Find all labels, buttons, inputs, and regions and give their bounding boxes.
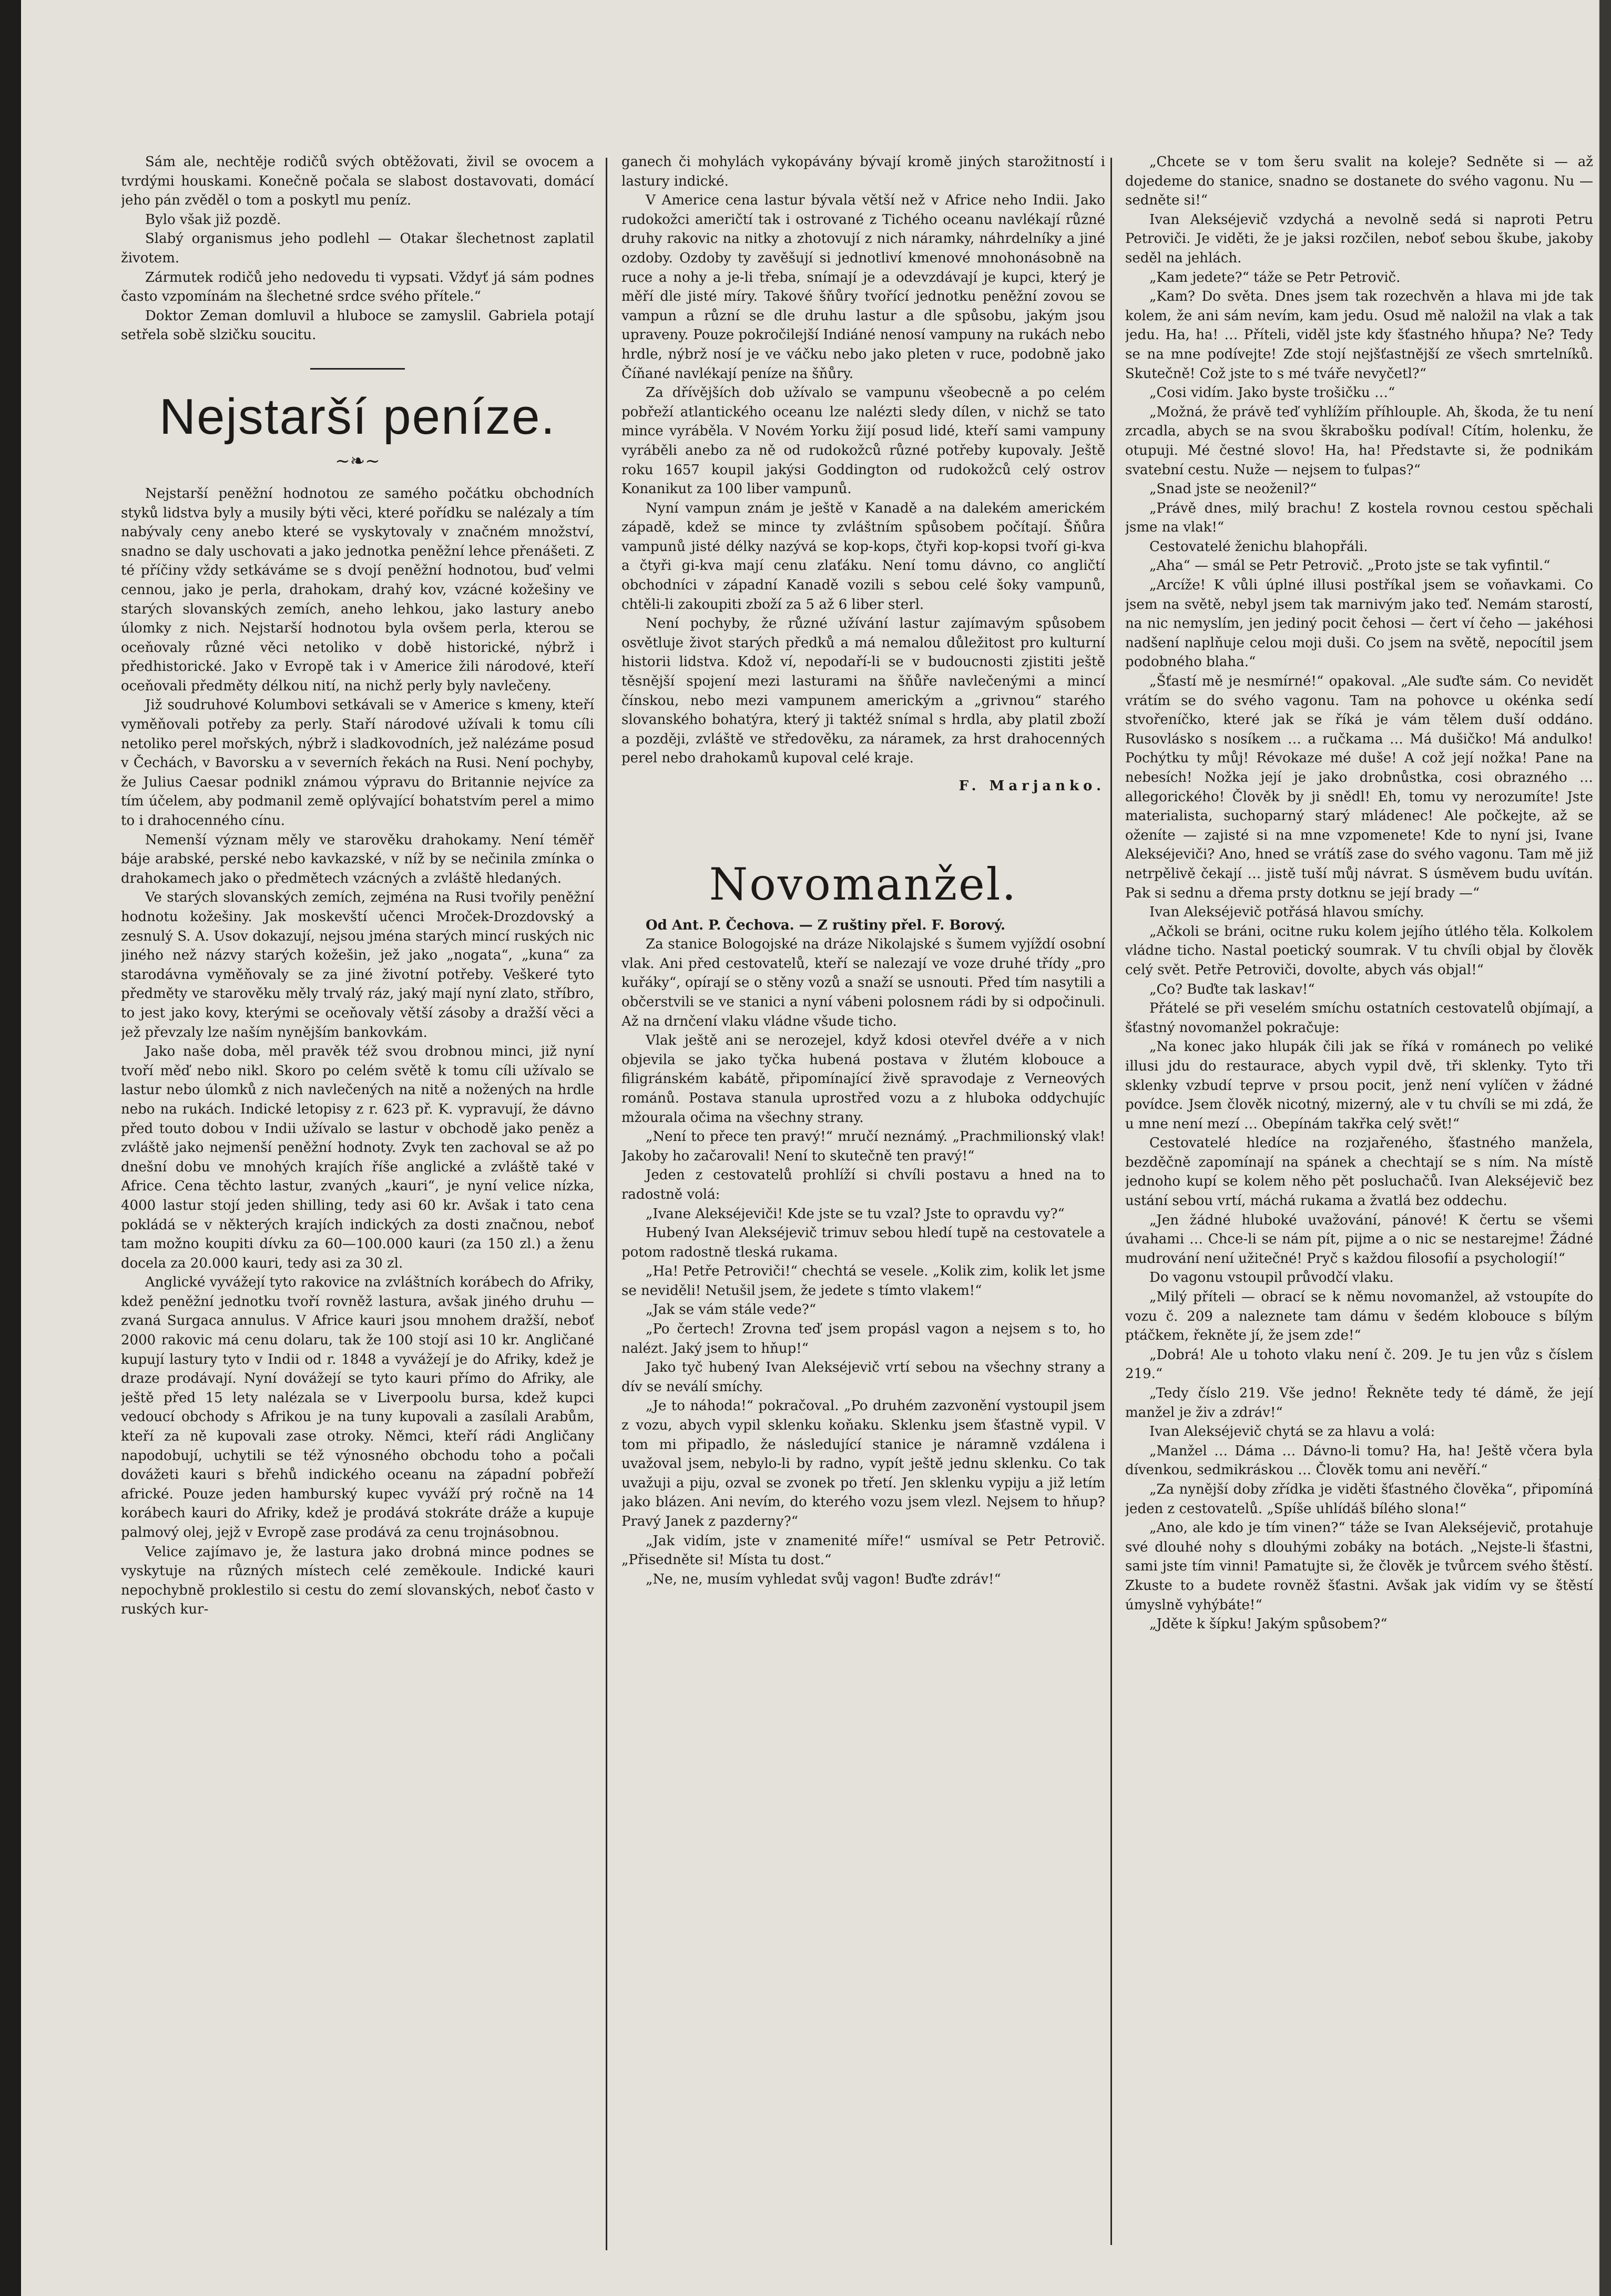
article-title: Nejstarší peníze. (159, 388, 556, 445)
article-paragraph: Ve starých slovanských zemích, zejména na Rusi tvořily peněžní hodnotu kožešiny. Jak moskevští učenci Mroček-Drozdovský a zesnulý S. A. Usov dokazují, nejsou jména starých mincí ruských nic jiného než názvy starých kožešin, jež jako „nogata“, „kuna“ za starodávna vyměňovaly se za jiné životní potřeby. Veškeré tyto předměty ve starověku měly trvalý ráz, jaký mají nyní zlato, stříbro, to jest jako kovy, kterými se oceňovaly větší zásoby a dražší věci a jež převzaly lze naším nynějším bankovkám. (121, 890, 594, 1040)
story-paragraph: „Kam? Do světa. Dnes jsem tak rozechvěn a hlava mi jde tak kolem, že ani sám nevím, kam jedu. Osud mě naložil na vlak a tak jedu. Ha, ha! … Příteli, viděl jste kdy šťastného hňupa? Ne? Tedy se na mne podívejte! Zde stojí nejšťastnější ze všech smrtelníků. Skutečně! Což jste to s mé tváře nevyčetl?“ (1125, 289, 1593, 382)
article-signature: F. Marjanko. (959, 778, 1105, 794)
article-paragraph: Velice zajímavo je, že lastura jako drobná mince podnes se vyskytuje na různých místech celé zeměkoule. Indické kauri nepochybně proklestilo si cestu do zemí slovanských, neboť často v ruských kur- (121, 1544, 594, 1618)
story-paragraph: „Ačkoli se bráni, ocitne ruku kolem jejího útlého těla. Kolkolem vládne ticho. Nastal poetický soumrak. V tu chvíli objal by člověk celý svět. Petře Petroviči, dovolte, abych vás objal!“ (1125, 923, 1593, 978)
article-paragraph: Nemenší význam měly ve starověku drahokamy. Není téměř báje arabské, perské nebo kavkazské, v níž by se nečinila zmínka o drahokamech jako o předmětech vzácných a zvláště hledaných. (121, 832, 594, 886)
scan-edge-left (0, 0, 21, 2296)
story-paragraph: „Milý příteli — obrací se k němu novomanžel, až vstoupíte do vozu č. 209 a naleznete tam dámu v šedém klobouce s bílým ptáčkem, řekněte jí, že jsem zde!“ (1125, 1289, 1593, 1344)
story-end-paragraph: Zármutek rodičů jeho nedovedu ti vypsati. Vždyť já sám podnes často vzpomínám na šlechetné srdce svého přítele.“ (121, 269, 594, 305)
story-paragraph: „Cosi vidím. Jako byste trošičku …“ (1149, 385, 1395, 401)
story-paragraph: „Co? Buďte tak laskav!“ (1149, 981, 1315, 997)
column-rule-1 (606, 158, 607, 2250)
story-byline: Od Ant. P. Čechova. — Z ruštiny přel. F. Borový. (646, 917, 1006, 933)
story-paragraph: „Ha! Petře Petroviči!“ chechtá se vesele. „Kolik zim, kolik let jsme se neviděli! Netušil jsem, že jedete s tímto vlakem!“ (621, 1263, 1105, 1299)
story-paragraph: „Tedy číslo 219. Vše jedno! Řekněte tedy té dámě, že její manžel je živ a zdráv!“ (1125, 1385, 1593, 1421)
story-paragraph: Do vagonu vstoupil průvodčí vlaku. (1149, 1270, 1394, 1286)
scan-edge-right (1599, 0, 1611, 2296)
story-paragraph: Za stanice Bologojské na dráze Nikolajské s šumem vyjíždí osobní vlak. Ani před cestovatelů, kteří se nalezají ve voze druhé třídy „pro kuřáky“, opírají se o stěny vozů a snaží se usnouti. Před tím nasytili a občerstvili se ve stanici a nyní vábeni polosnem rádi by si odpočinuli. Až na drnčení vlaku vládne všude ticho. (621, 936, 1105, 1029)
story-paragraph: Vlak ještě ani se nerozejel, když kdosi otevřel dvéře a v nich objevila se jako tyčka hubená postava v žlutém klobouce a filigránském kabátě, připomínající živě spravodaje z Verneových románů. Postava stanula uprostřed vozu a z hluboka oddychujíc mžourala očima na všechny strany. (621, 1033, 1105, 1126)
story-ending (121, 152, 594, 345)
story-paragraph: Ivan Alekséjevič potřásá hlavou smíchy. (1149, 904, 1424, 921)
article-paragraph: Není pochyby, že různé užívání lastur zajímavým spůsobem osvětluje život starých předků a má nemalou důležitost pro kulturní historii lidstva. Kdož ví, nepodaří-li se v budoucnosti zjistiti ještě těsnější spojení mezi lasturami na šňůře navlečenými a mincí čínskou, nebo mezi vampunem americkým a „grivnou“ starého slovanského bohatýra, který ji taktéž snímal s hrdla, aby platil zboží a později, zvláště ve středověku, za náramek, za hrst drahocenných perel nebo drahokamů kupoval celé kraje. (621, 616, 1105, 767)
story-paragraph: „Ivane Alekséjeviči! Kde jste se tu vzal? Jste to opravdu vy?“ (646, 1206, 1065, 1222)
story-paragraph: „Jak vidím, jste v znamenité míře!“ usmíval se Petr Petrovič. „Přisedněte si! Místa tu dost.“ (621, 1533, 1105, 1568)
newspaper-page (21, 0, 1598, 2296)
story-paragraph: „Snad jste se neoženil?“ (1149, 481, 1317, 497)
story-title: Novomanžel. (709, 858, 1018, 910)
story-paragraph: „Aha“ — smál se Petr Petrovič. „Proto jste se tak vyfintil.“ (1149, 558, 1551, 574)
article-paragraph: Nyní vampun znám je ještě v Kanadě a na dalekém americkém západě, kdež se mince ty zvláštním spůsobem počítají. Šňůra vampunů jisté délky nazývá se kop-kops, čtyři kop-kopsi tvoří gi-kva a čtyři gi-kva mají cenu zlaťáku. Není tomu dávno, co angličtí obchodníci v západní Kanadě vozili s sebou celé šoky vampunů, chtěli-li zakoupiti zboží za 5 až 6 liber sterl. (621, 500, 1105, 613)
article-paragraph: Za dřívějších dob užívalo se vampunu všeobecně a po celém pobřeží atlantického oceanu lze nalézti sledy dílen, v nichž se tato mince vyráběla. V Novém Yorku žijí posud lidé, kteří sami vampuny vyráběli anebo za ně od rudokožců různé potřeby kupovaly. Ještě roku 1657 koupil jakýsi Goddington od rudokožců celý ostrov Konanikut za 100 liber vampunů. (621, 385, 1105, 497)
column-1 (121, 152, 594, 2282)
story-end-paragraph: Bylo však již pozdě. (145, 211, 281, 228)
story-end-paragraph: Doktor Zeman domluvil a hluboce se zamyslil. Gabriela potají setřela sobě slzičku soucitu. (121, 308, 594, 343)
story-paragraph: „Kam jedete?“ táže se Petr Petrovič. (1149, 269, 1401, 285)
story-paragraph: „Jděte k šípku! Jakým spůsobem?“ (1149, 1616, 1388, 1632)
story-paragraph: „Dobrá! Ale u tohoto vlaku není č. 209. Je tu jen vůz s číslem 219.“ (1125, 1346, 1593, 1382)
story-paragraph: Jeden z cestovatelů prohlíží si chvíli postavu a hned na to radostně volá: (621, 1167, 1105, 1202)
article-body (121, 484, 594, 1619)
story-paragraph: „Jen žádné hluboké uvažování, pánové! K čertu se všemi úvahami … Chce-li se nám pít, pijme a o nic se nestarejme! Žádné mudrování není užitečné! Pryč s každou filosofií a psychologií!“ (1125, 1212, 1593, 1267)
story-paragraph: Cestovatelé hledíce na rozjařeného, šťastného manžela, bezděčně zapomínají na spánek a chechtají se s ním. Na místě jednoho kupí se kolem něho pět posluchačů. Ivan Alekséjevič bez ustání sebou vrtí, máchá rukama a žvatlá bez oddechu. (1125, 1135, 1593, 1209)
ornament-flourish: ~❧~ (335, 450, 380, 472)
section-separator (310, 368, 405, 370)
story-paragraph: Ivan Alekséjevič chytá se za hlavu a volá: (1149, 1424, 1435, 1440)
column-2 (621, 152, 1105, 2282)
article-paragraph: Jako naše doba, měl pravěk též svou drobnou minci, již nyní tvoří měď nebo nikl. Skoro po celém světě k tomu cíli užívalo se lastur nebo úlomků z nich navlečených na nitě a nožených na hrdle nebo na rukách. Indické letopisy z r. 623 př. K. vypravují, že dávno před touto dobou v Indii užívalo se lastur v obchodě jako peněz a zvláště jako nejmenší peněžní hodnoty. Zvyk ten zachoval se až po dnešní dobu ve mnohých krajích říše anglické a zvláště také v Africe. Cena těchto lastur, zvaných „kauri“, je nyní velice nízka, 4000 lastur stojí jeden shilling, tedy asi 60 kr. Avšak i tato cena pokládá se v některých krajích indických za dosti značnou, neboť tam možno koupiti dívku za 60—100.000 kauri (za 150 zl.) a ženu docela za 20.000 kauri, tedy asi za 30 zl. (121, 1044, 594, 1271)
story-paragraph: „Manžel … Dáma … Dávno-li tomu? Ha, ha! Ještě včera byla dívenkou, sedmikráskou … Člověk tomu ani nevěří.“ (1125, 1443, 1593, 1478)
story-paragraph: Ivan Alekséjevič vzdychá a nevolně sedá si naproti Petru Petroviči. Je viděti, že je jaksi rozčilen, neboť sebou škube, jakoby seděl na jehlách. (1125, 211, 1593, 266)
story-end-paragraph: Sám ale, nechtěje rodičů svých obtěžovati, živil se ovocem a tvrdými houskami. Konečně počala se slabost dostavovati, domácí jeho pán zvěděl o tom a poskytl mu peníz. (121, 154, 594, 209)
story-paragraph: „Na konec jako hlupák čili jak se říká v románech po veliké illusi jdu do restaurace, abych vypil dvě, tři sklenky. Tyto tři sklenky vzbudí teprve v prsou pocit, jenž není vylíčen v žádné povídce. Jsem člověk nicotný, mizerný, ale v tu chvíli se mi zdá, že u mne není mezí … Obepínám takřka celý svět!“ (1125, 1039, 1593, 1132)
story-end-paragraph: Slabý organismus jeho podlehl — Otakar šlechetnost zaplatil životem. (121, 231, 594, 266)
article-paragraph: Anglické vyvážejí tyto rakovice na zvláštních korábech do Afriky, kdež peněžní jednotku tvoří rovněž lastura, avšak jiného druhu — zvaná Surgaca annulus. V Africe kauri jsou mnohem dražší, neboť 2000 rakovic má cenu dolaru, tak že 100 stojí asi 10 kr. Angličané kupují lastury tyto v Indii od r. 1848 a vyvážejí je do Afriky, kdež je draze prodávají. Nyní dovážejí se tyto kauri přímo do Afriky, ale ještě před 15 lety nalézala se v Liverpoolu bursa, kdež kupci vedoucí obchody s Afrikou je na tuny kupovali a zasílali Arabům, kteří za ně kupovali zase otroky. Němci, kteří rádi Angličany napodobují, uchytili se též výnosného obchodu toho a počali dovážeti kauri s břehů indického oceanu na západní pobřeží africké. Pouze jeden hamburský kupec vyváží prý ročně na 14 korábech kauri do Afriky, kdež je prodává stokráte dráže a kupuje palmový olej, jejž v Evropě zase prodává za cenu trojnásobnou. (121, 1274, 594, 1540)
story-paragraph: „Právě dnes, milý brachu! Z kostela rovnou cestou spěchali jsme na vlak!“ (1125, 500, 1593, 536)
story-paragraph: „Možná, že právě teď vyhlížím příhlouple. Ah, škoda, že tu není zrcadla, abych se na svou škrabošku podíval! Cítím, holenku, že otupuji. Mé čestné slovo! Ha, ha! Představte si, že podnikám svatební cestu. Nuže — nejsem to ťulpas?“ (1125, 404, 1593, 478)
article-paragraph: ganech či mohylách vykopávány bývají kromě jiných starožitností i lastury indické. (621, 154, 1105, 189)
story-paragraph: Hubený Ivan Alekséjevič trimuv sebou hledí tupě na cestovatele a potom radostně tleská rukama. (621, 1225, 1105, 1260)
article-paragraph: Nejstarší peněžní hodnotou ze samého počátku obchodních styků lidstva byly a musily býti věci, které pořídku se nalézaly a tím nabývaly ceny anebo které se vyskytovaly v značném množství, snadno se daly uschovati a jako jednotka peněžní lehce přenášeti. Z té příčiny vždy setkáváme se s dvojí peněžní hodnotou, buď velmi cennou, jako je perla, drahokam, drahý kov, vzácné kožešiny ve starých slovanských zemích, aneho lehkou, jako lastury anebo úlomky z nich. Nejstarší hodnotou byla ovšem perla, kterou se oceňovaly různé věci netoliko v době historické, nýbrž i předhistorické. Jako v Evropě tak i v Americe žili národové, kteří oceňovali předměty délkou nití, na nichž perly byly navlečeny. (121, 485, 594, 694)
story-paragraph: „Ano, ale kdo je tím vinen?“ táže se Ivan Alekséjevič, protahuje své dlouhé nohy s dlouhými zobáky na botách. „Nejste-li šťastni, sami jste tím vinni! Pamatujte si, že člověk je tvůrcem svého štěstí. Zkuste to a budete rovněž šťastni. Avšak jak vidím vy se štěstí úmyslně vyhýbáte!“ (1125, 1520, 1593, 1613)
story-paragraph: „Není to přece ten pravý!“ mručí neznámý. „Prachmilionský vlak! Jakoby ho začarovali! Není to skutečně ten pravý!“ (621, 1129, 1105, 1164)
story-paragraph: „Ne, ne, musím vyhledat svůj vagon! Buďte zdráv!“ (646, 1571, 1001, 1587)
article-paragraph: Již soudruhové Kolumbovi setkávali se v Americe s kmeny, kteří vyměňovali potřeby za perly. Staří národové užívali k tomu cíli netoliko perel mořských, nýbrž i sladkovodních, jež nalézáme posud v Čechách, v Bavorsku a v severních řekách na Rusi. Není pochyby, že Julius Caesar podnikl známou výpravu do Britannie nejvíce za tím účelem, aby podmanil země oplývající bohatstvím perel a mimo to i drahocenného cínu. (121, 697, 594, 829)
story-paragraph: Jako tyč hubený Ivan Alekséjevič vrtí sebou na všechny strany a dív se neválí smíchy. (621, 1360, 1105, 1395)
article-paragraph: V Americe cena lastur bývala větší než v Africe neho Indii. Jako rudokožci američtí tak i ostrované z Tichého oceanu navlékají různé druhy rakovic na nitky a zhotovují z nich náramky, náhrdelníky a jiné ozdoby. Ozdoby ty zavěšují si jednotliví kmenové mnohonásobně na ruce a nohy a je-li třeba, snímají je a odevzdávají je kupci, který je měří dle jisté míry. Takové šňůry tvořící jednotku peněžní zovou se vampun a různí se dle druhu lastur a dle spůsobu, jakým jsou upraveny. Pouze pokročilejší Indiáné nenosí vampuny na rukách nebo hrdle, nýbrž nosí je ve váčku nebo jako pleten v ruce, podobně jako Číňané navlékají peníze na šňůry. (621, 192, 1105, 382)
story-paragraph: „Je to náhoda!“ pokračoval. „Po druhém zazvonění vystoupil jsem z vozu, abych vypil sklenku koňaku. Sklenku jsem šťastně vypil. V tom mi připadlo, že následující stanice je náramně vzdálena i uvažoval jsem, nebylo-li by radno, vypít ještě jednu sklenku. Co tak uvažuji a piju, ozval se zvonek po třetí. Jen sklenku vypiju a již letím jako blázen. Ani nevím, do kterého vozu jsem vlezl. Nejsem to hňup? Pravý Janek z pazderny?“ (621, 1398, 1105, 1529)
story-paragraph: „Jak se vám stále vede?“ (646, 1302, 817, 1318)
story-body (621, 935, 1105, 1589)
story-paragraph: Cestovatelé ženichu blahopřáli. (1149, 538, 1368, 555)
story-paragraph: „Po čertech! Zrovna teď jsem propásl vagon a nejsem s to, ho nalézt. Jaký jsem to hňup!“ (621, 1321, 1105, 1356)
column-rule-2 (1110, 158, 1112, 2245)
story-paragraph: Přátelé se při veselém smíchu ostatních cestovatelů objímají, a šťastný novomanžel pokračuje: (1125, 1001, 1593, 1036)
story-paragraph: „Arcíže! K vůli úplné illusi postříkal jsem se voňavkami. Co jsem na světě, nebyl jsem tak marnivým jako teď. Nemám starostí, na nic nemyslím, jen jediný pocit čehosi — čert ví čeho — jakéhosi nadšení naplňuje celou moji duši. Co jsem na světě, nepocítil jsem podobného blaha.“ (1125, 577, 1593, 670)
story-paragraph: „Za nynější doby zřídka je viděti šťastného člověka“, připomíná jeden z cestovatelů. „Spíše uhlídáš bílého slona!“ (1125, 1481, 1593, 1517)
story-paragraph: „Šťastí mě je nesmírné!“ opakoval. „Ale suďte sám. Co nevidět vrátím se do svého vagonu. Tam na pohovce u okénka sedí stvořeníčko, které jak se říká je vám tělem duší oddáno. Rusovlásko s nosíkem … a ručkama … Má dušičko! Má andulko! Pochýtku ty můj! Révokaze mé duše! A což její nožka! Pane na nebesích! Nožka její je jako drobnůstka, cosi obrazného … allegorického! Člověk by ji snědl! Eh, tomu vy nerozumíte! Jste materialista, suchoparný starý mládenec! Ale počkejte, až se oženíte — zajisté si na mne vzpomenete! Kde to nyní jsi, Ivane Alekséjeviči? Ano, hned se vrátíš zase do svého vagonu. Tam mě již netrpělivě čekají … jistě tuší můj návrat. S úsměvem budu uvítán. Pak si sednu a dřema prsty dotknu se její brady —“ (1125, 674, 1593, 901)
story-paragraph: „Chcete se v tom šeru svalit na koleje? Sedněte si — až dojedeme do stanice, snadno se dostanete do svého vagonu. Nu — sedněte si!“ (1125, 154, 1593, 209)
article-body-continued (621, 152, 1105, 768)
column-3 (1125, 152, 1593, 2282)
